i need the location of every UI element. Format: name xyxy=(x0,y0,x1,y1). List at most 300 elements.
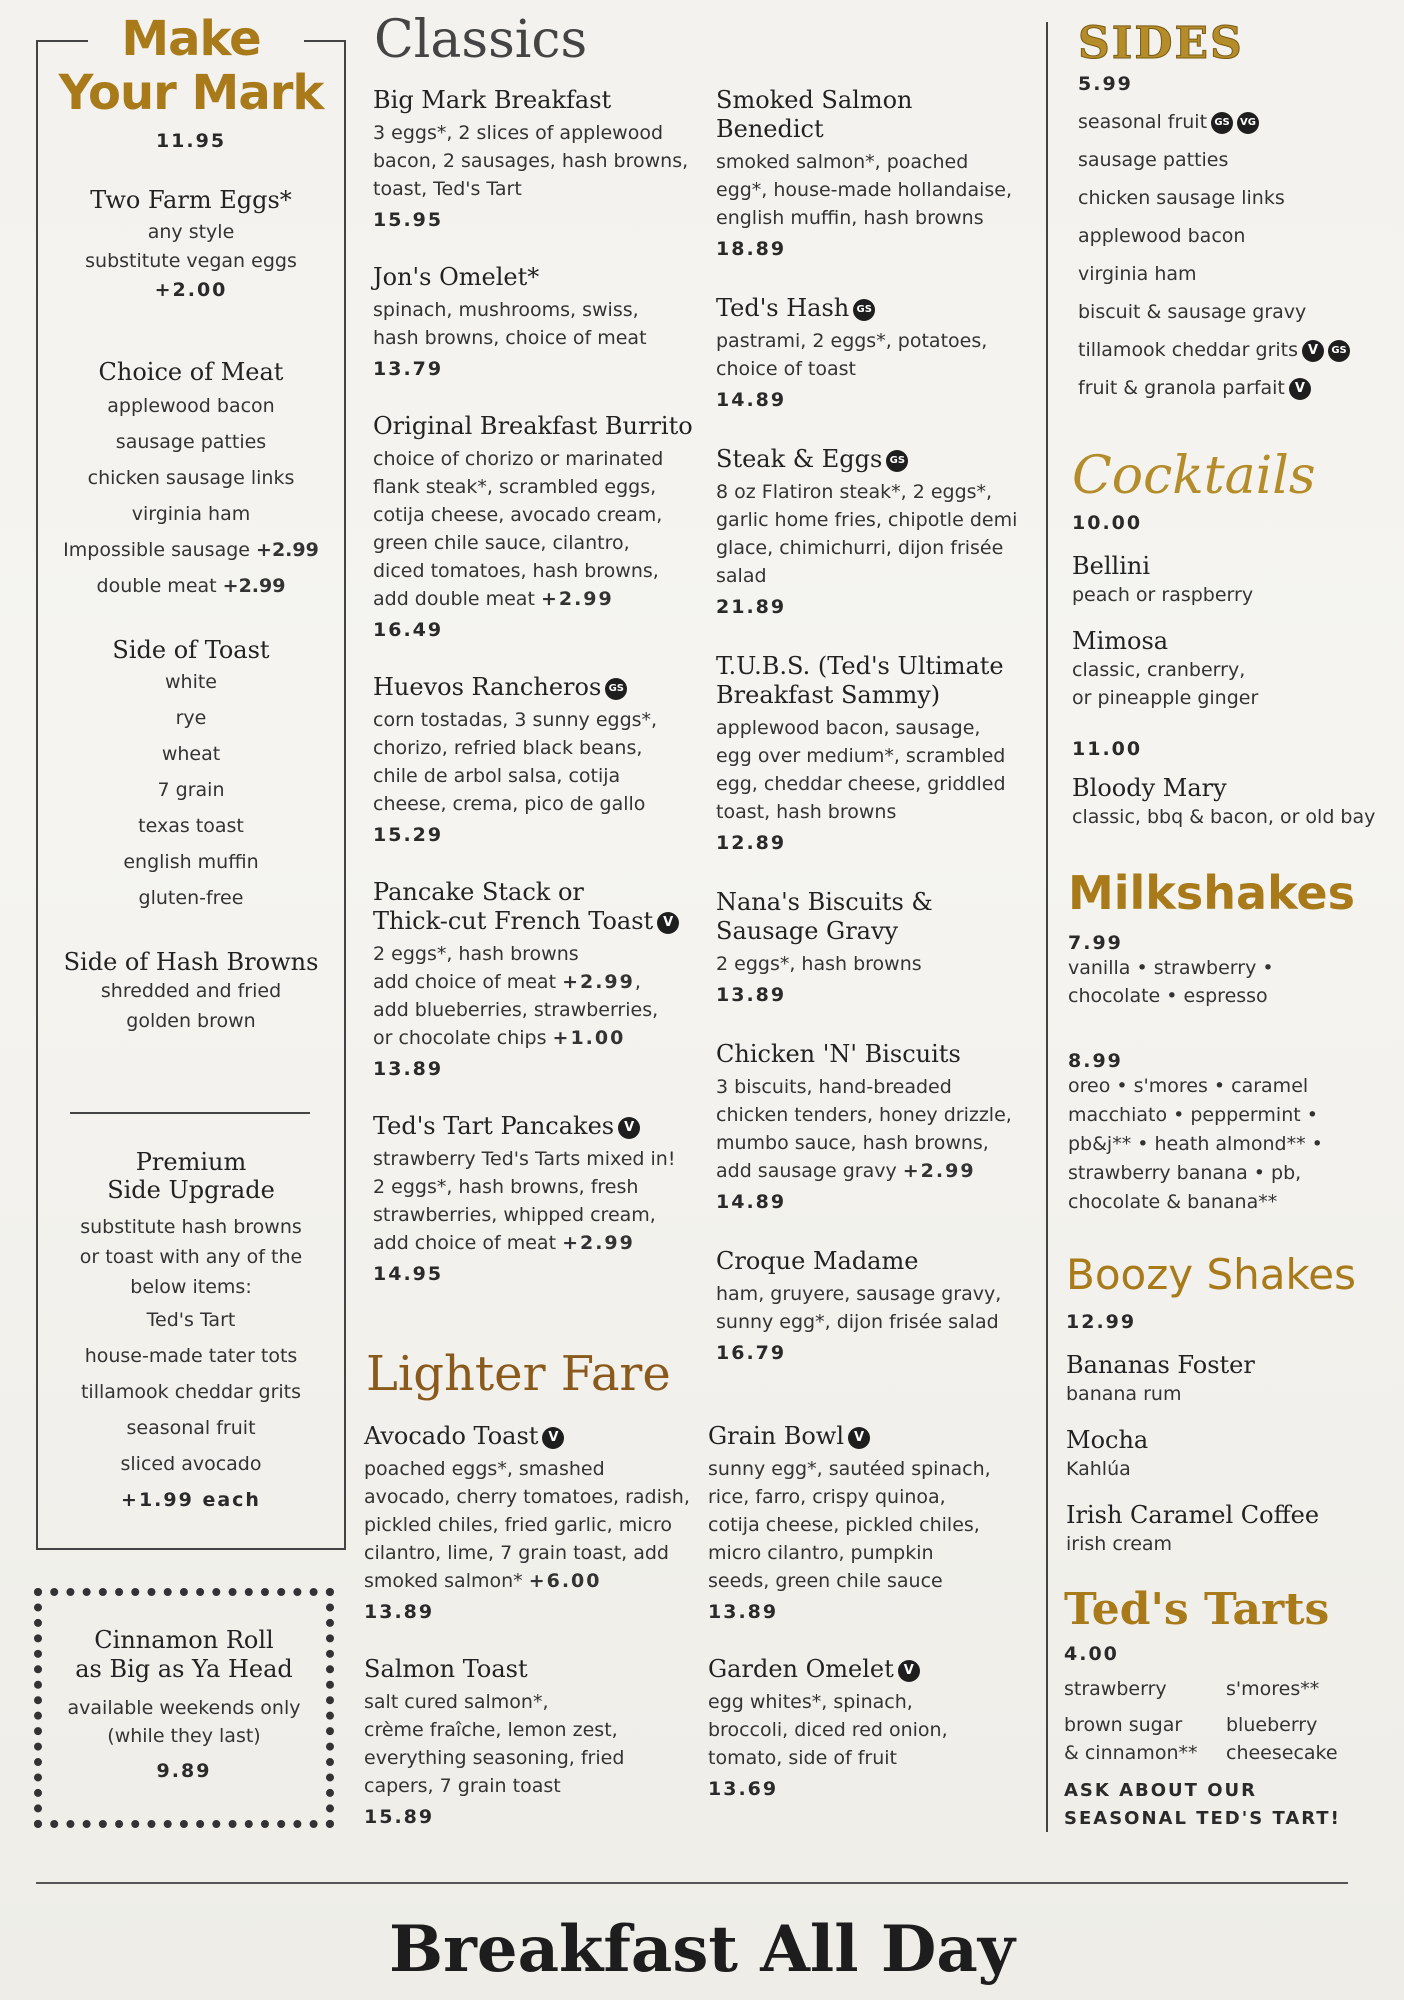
cinnamon-desc: (while they last) xyxy=(107,1725,261,1747)
milkshake-flavors: vanilla • strawberry • xyxy=(1068,957,1274,979)
cinnamon-desc: available weekends only xyxy=(67,1697,301,1719)
desc-line: sunny egg*, sautéed spinach, xyxy=(708,1458,991,1480)
boozy-list xyxy=(1066,1351,1386,1558)
impossible-price: +2.99 xyxy=(256,539,319,561)
side-item xyxy=(1078,293,1378,331)
milkshakes-price: 7.99 xyxy=(1068,932,1123,954)
breakfast-all-day-footer: Breakfast All Day xyxy=(389,1912,1015,1987)
toast-item: english muffin xyxy=(123,851,259,873)
vegetarian-badge-icon: V xyxy=(542,1427,564,1449)
upgrade-item: sliced avocado xyxy=(120,1453,262,1475)
tarts-note-line: SEASONAL TED'S TART! xyxy=(1064,1808,1341,1829)
cocktail-title: Mimosa xyxy=(1072,627,1169,655)
menu-item-title-text: Nana's Biscuits & xyxy=(716,888,933,916)
menu-item xyxy=(364,1655,704,1828)
vegetarian-badge-icon: V xyxy=(898,1660,920,1682)
desc-line: everything seasoning, fried xyxy=(364,1747,625,1769)
addon-price: +2.99 xyxy=(540,588,614,610)
side-item-label: seasonal fruit xyxy=(1078,111,1208,133)
desc-line: capers, 7 grain toast xyxy=(364,1775,561,1797)
meat-item: applewood bacon xyxy=(107,395,275,417)
impossible-line xyxy=(38,532,344,568)
menu-item-price: 15.29 xyxy=(373,824,444,846)
tart-flavor: blueberry xyxy=(1226,1714,1318,1736)
price: 11.95 xyxy=(155,130,227,152)
boozy-heading: Boozy Shakes xyxy=(1066,1250,1357,1299)
side-item-label: virginia ham xyxy=(1078,263,1197,285)
menu-item-desc xyxy=(716,950,1046,978)
tart-flavor: strawberry xyxy=(1064,1678,1167,1700)
side-item xyxy=(1078,255,1378,293)
menu-item xyxy=(708,1655,1048,1800)
milkshake-flavors: oreo • s'mores • caramel xyxy=(1068,1075,1309,1097)
meat-item: virginia ham xyxy=(131,503,251,525)
menu-item xyxy=(373,263,703,380)
menu-item xyxy=(716,1247,1046,1364)
upgrade-desc: below items: xyxy=(130,1276,252,1298)
vegan-price: +2.00 xyxy=(154,279,228,301)
side-item-label: applewood bacon xyxy=(1078,225,1246,247)
desc-line: add choice of meat +2.99 xyxy=(373,1232,635,1254)
cocktail-title: Bellini xyxy=(1072,552,1150,580)
desc-line: diced tomatoes, hash browns, xyxy=(373,560,659,582)
menu-item-desc xyxy=(716,327,1046,383)
side-item-label: fruit & granola parfait xyxy=(1078,377,1285,399)
vegetarian-badge-icon: V xyxy=(657,912,679,934)
desc-line: 2 eggs*, hash browns xyxy=(716,953,922,975)
desc-line: cotija cheese, pickled chiles, xyxy=(708,1514,980,1536)
meat-title: Choice of Meat xyxy=(98,358,284,386)
cinnamon-content xyxy=(42,1626,326,1782)
menu-item-title xyxy=(364,1655,704,1684)
menu-item-desc xyxy=(373,706,703,818)
menu-item xyxy=(716,888,1046,1006)
desc-line: applewood bacon, sausage, xyxy=(716,717,981,739)
menu-item-desc xyxy=(373,1145,703,1257)
desc-line: avocado, cherry tomatoes, radish, xyxy=(364,1486,690,1508)
desc-line: chorizo, refried black beans, xyxy=(373,737,643,759)
menu-item xyxy=(373,878,703,1080)
side-item xyxy=(1078,369,1378,407)
desc-line: 8 oz Flatiron steak*, 2 eggs*, xyxy=(716,481,993,503)
desc-line: pickled chiles, fried garlic, micro xyxy=(364,1514,672,1536)
menu-item-title-text: Steak & Eggs xyxy=(716,445,883,473)
menu-item-title-text: Huevos Rancheros xyxy=(373,673,602,701)
menu-item-desc xyxy=(364,1455,704,1595)
desc-line: strawberries, whipped cream, xyxy=(373,1204,656,1226)
desc-line: cilantro, lime, 7 grain toast, add xyxy=(364,1542,669,1564)
side-item xyxy=(1078,179,1378,217)
hash-title: Side of Hash Browns xyxy=(63,948,319,976)
upgrade-item: house-made tater tots xyxy=(84,1345,298,1367)
menu-item xyxy=(373,673,703,846)
gluten-sensitive-badge-icon: GS xyxy=(605,678,627,700)
desc-line: 2 eggs*, hash browns, fresh xyxy=(373,1176,639,1198)
vegetarian-badge-icon: V xyxy=(1289,378,1311,400)
desc-line: glace, chimichurri, dijon frisée xyxy=(716,537,1004,559)
menu-item-title-text: T.U.B.S. (Ted's Ultimate xyxy=(716,652,1004,680)
desc-line: bacon, 2 sausages, hash browns, xyxy=(373,150,689,172)
desc-line: egg, cheddar cheese, griddled xyxy=(716,773,1006,795)
desc-line: 3 biscuits, hand-breaded xyxy=(716,1076,952,1098)
heading-line: Make xyxy=(121,11,261,67)
milkshake-flavors: macchiato • peppermint • xyxy=(1068,1104,1318,1126)
toast-item: rye xyxy=(175,707,207,729)
menu-item-title xyxy=(716,115,1046,144)
upgrade-price: +1.99 each xyxy=(121,1489,261,1511)
menu-item-title xyxy=(373,1112,703,1141)
menu-item-title-text: Smoked Salmon xyxy=(716,86,913,114)
cocktails-heading: Cocktails xyxy=(1072,446,1316,506)
vegan-eggs: substitute vegan eggs xyxy=(85,250,297,272)
double-price: +2.99 xyxy=(222,575,286,597)
cocktail-desc: or pineapple ginger xyxy=(1072,687,1259,709)
lighter-fare-heading: Lighter Fare xyxy=(366,1346,671,1402)
menu-item-title xyxy=(373,878,703,907)
menu-item-title-text: Chicken 'N' Biscuits xyxy=(716,1040,961,1068)
cocktails-price: 11.00 xyxy=(1072,738,1143,760)
menu-item-title-text: Pancake Stack or xyxy=(373,878,584,906)
menu-item xyxy=(708,1422,1048,1623)
desc-line: add blueberries, strawberries, xyxy=(373,999,659,1021)
milkshakes-heading: Milkshakes xyxy=(1068,866,1356,920)
tart-flavor: & cinnamon** xyxy=(1064,1742,1198,1764)
vegetarian-badge-icon: V xyxy=(618,1117,640,1139)
tarts-note xyxy=(1064,1777,1384,1833)
teds-tarts-section xyxy=(1064,1584,1384,1833)
desc-line: pastrami, 2 eggs*, potatoes, xyxy=(716,330,988,352)
upgrade-item: Ted's Tart xyxy=(146,1309,236,1331)
desc-line: 2 eggs*, hash browns xyxy=(373,943,579,965)
classics-heading: Classics xyxy=(374,10,588,70)
desc-line: salad xyxy=(716,565,767,587)
vegetarian-badge-icon: V xyxy=(1302,340,1324,362)
menu-item-title xyxy=(373,907,703,936)
menu-item-desc xyxy=(716,1073,1046,1185)
boozy-desc: irish cream xyxy=(1066,1533,1173,1555)
side-item xyxy=(1078,217,1378,255)
toast-item: wheat xyxy=(161,743,221,765)
upgrade-item: tillamook cheddar grits xyxy=(80,1381,302,1403)
addon-price: +6.00 xyxy=(528,1570,602,1592)
menu-item-title xyxy=(708,1422,1048,1451)
meat-section xyxy=(38,358,344,604)
desc-line: add sausage gravy +2.99 xyxy=(716,1160,976,1182)
toast-item: texas toast xyxy=(138,815,244,837)
desc-line: egg whites*, spinach, xyxy=(708,1691,913,1713)
desc-line: tomato, side of fruit xyxy=(708,1747,897,1769)
desc-line: or chocolate chips +1.00 xyxy=(373,1027,626,1049)
menu-item-title xyxy=(716,1247,1046,1276)
menu-item-title-text: Avocado Toast xyxy=(364,1422,539,1450)
menu-item xyxy=(373,412,703,641)
desc-line: smoked salmon*, poached xyxy=(716,151,969,173)
upgrade-desc: or toast with any of the xyxy=(79,1246,303,1268)
menu-item-title-text: Sausage Gravy xyxy=(716,917,899,945)
milkshake-flavors: pb&j** • heath almond** • xyxy=(1068,1133,1323,1155)
impossible-label: Impossible sausage xyxy=(63,539,250,561)
menu-item-price: 13.89 xyxy=(373,1058,444,1080)
menu-item-title-text: Breakfast Sammy) xyxy=(716,681,941,709)
addon-price: +2.99 xyxy=(562,1232,635,1254)
boozy-shakes-section xyxy=(1066,1250,1386,1558)
menu-item-price: 14.95 xyxy=(373,1263,444,1285)
desc-line: cheese, crema, pico de gallo xyxy=(373,793,646,815)
desc-line: toast, hash browns xyxy=(716,801,897,823)
hash-section xyxy=(38,948,344,1036)
sides-list xyxy=(1078,103,1378,407)
menu-item-title xyxy=(373,412,703,441)
menu-item-title xyxy=(716,917,1046,946)
tarts-grid xyxy=(1064,1675,1384,1767)
desc-line: chicken tenders, honey drizzle, xyxy=(716,1104,1012,1126)
upgrade-item: seasonal fruit xyxy=(126,1417,256,1439)
menu-item-title xyxy=(364,1422,704,1451)
menu-item-desc xyxy=(364,1688,704,1800)
gluten-sensitive-badge-icon: GS xyxy=(886,450,908,472)
menu-item-title xyxy=(373,86,703,115)
menu-item-title-text: Garden Omelet xyxy=(708,1655,894,1683)
side-item-label: chicken sausage links xyxy=(1078,187,1285,209)
desc-line: crème fraîche, lemon zest, xyxy=(364,1719,618,1741)
boozy-title: Bananas Foster xyxy=(1066,1351,1255,1379)
addon-price: +2.99 xyxy=(562,971,635,993)
footer-rule xyxy=(36,1882,1348,1884)
desc-line: strawberry Ted's Tarts mixed in! xyxy=(373,1148,676,1170)
heading-line: Your Mark xyxy=(58,65,324,121)
menu-item-price: 12.89 xyxy=(716,832,787,854)
boozy-desc: banana rum xyxy=(1066,1383,1182,1405)
hash-desc: golden brown xyxy=(126,1010,256,1032)
desc-line: english muffin, hash browns xyxy=(716,207,984,229)
menu-item xyxy=(716,652,1046,854)
desc-line: green chile sauce, cilantro, xyxy=(373,532,630,554)
menu-item-desc xyxy=(373,119,703,203)
column-separator xyxy=(1046,22,1048,1832)
menu-item xyxy=(364,1422,704,1623)
menu-item-price: 16.79 xyxy=(716,1342,787,1364)
menu-item-title-text: Jon's Omelet* xyxy=(373,263,540,291)
menu-item-title-text: Original Breakfast Burrito xyxy=(373,412,693,440)
tarts-heading: Ted's Tarts xyxy=(1064,1584,1330,1635)
tarts-col xyxy=(1064,1675,1226,1767)
menu-item-title-text: Salmon Toast xyxy=(364,1655,528,1683)
menu-item-desc xyxy=(708,1455,1048,1595)
vegetarian-badge-icon: V xyxy=(848,1427,870,1449)
menu-item-price: 13.69 xyxy=(708,1778,779,1800)
gluten-sensitive-badge-icon: GS xyxy=(1328,340,1350,362)
cocktails-section xyxy=(1072,446,1392,831)
menu-item-desc xyxy=(716,148,1046,232)
desc-line: hash browns, choice of meat xyxy=(373,327,647,349)
menu-item-price: 13.79 xyxy=(373,358,444,380)
menu-item-price: 14.89 xyxy=(716,1191,787,1213)
boozy-price: 12.99 xyxy=(1066,1311,1137,1333)
menu-item-title xyxy=(373,673,703,702)
menu-item-price: 21.89 xyxy=(716,596,787,618)
addon-price: +1.00 xyxy=(552,1027,626,1049)
menu-item-title xyxy=(716,294,1046,323)
menu-item-title-text: Ted's Hash xyxy=(716,294,850,322)
desc-line: choice of toast xyxy=(716,358,856,380)
menu-item xyxy=(716,294,1046,411)
double-line xyxy=(38,568,344,604)
menu-item-title-text: Ted's Tart Pancakes xyxy=(373,1112,615,1140)
menu-item-price: 13.89 xyxy=(364,1601,435,1623)
desc-line: smoked salmon* +6.00 xyxy=(364,1570,602,1592)
desc-line: add choice of meat +2.99, xyxy=(373,971,641,993)
milkshake-flavors: strawberry banana • pb, xyxy=(1068,1162,1302,1184)
desc-line: egg*, house-made hollandaise, xyxy=(716,179,1013,201)
desc-line: rice, farro, crispy quinoa, xyxy=(708,1486,946,1508)
menu-item-desc xyxy=(373,940,703,1052)
side-item-label: tillamook cheddar grits xyxy=(1078,339,1299,361)
sides-section xyxy=(1078,18,1378,407)
make-your-mark-heading xyxy=(38,12,344,120)
menu-item-price: 18.89 xyxy=(716,238,787,260)
desc-line: choice of chorizo or marinated xyxy=(373,448,664,470)
desc-line: flank steak*, scrambled eggs, xyxy=(373,476,657,498)
menu-item-title-text: Big Mark Breakfast xyxy=(373,86,612,114)
cocktail-desc: classic, bbq & bacon, or old bay xyxy=(1072,806,1376,828)
tarts-col xyxy=(1226,1675,1338,1767)
cinnamon-roll-box xyxy=(34,1588,334,1828)
desc-line: salt cured salmon*, xyxy=(364,1691,549,1713)
menu-item-title xyxy=(716,86,1046,115)
cocktails-price: 10.00 xyxy=(1072,512,1143,534)
meat-item: sausage patties xyxy=(115,431,267,453)
menu-item xyxy=(716,86,1046,260)
toast-section xyxy=(38,636,344,916)
cocktail-title: Bloody Mary xyxy=(1072,774,1227,802)
menu-item-title-text: Grain Bowl xyxy=(708,1422,845,1450)
desc-line: cotija cheese, avocado cream, xyxy=(373,504,663,526)
side-item-label: biscuit & sausage gravy xyxy=(1078,301,1307,323)
menu-item-title xyxy=(708,1655,1048,1684)
desc-line: garlic home fries, chipotle demi xyxy=(716,509,1018,531)
desc-line: seeds, green chile sauce xyxy=(708,1570,943,1592)
toast-title: Side of Toast xyxy=(112,636,270,664)
cocktail-desc: peach or raspberry xyxy=(1072,584,1254,606)
section-divider xyxy=(70,1112,310,1114)
menu-item xyxy=(373,86,703,231)
tarts-note-line: ASK ABOUT OUR xyxy=(1064,1780,1258,1801)
desc-line: chile de arbol salsa, cotija xyxy=(373,765,621,787)
desc-line: toast, Ted's Tart xyxy=(373,178,522,200)
desc-line: mumbo sauce, hash browns, xyxy=(716,1132,989,1154)
menu-item-desc xyxy=(716,1280,1046,1336)
milkshakes-section xyxy=(1068,866,1388,1217)
eggs-style: any style xyxy=(147,221,235,243)
desc-line: 3 eggs*, 2 slices of applewood xyxy=(373,122,664,144)
tarts-price: 4.00 xyxy=(1064,1643,1119,1665)
side-item-label: sausage patties xyxy=(1078,149,1229,171)
milkshake-flavors: chocolate • espresso xyxy=(1068,985,1268,1007)
desc-line: add double meat +2.99 xyxy=(373,588,614,610)
cinnamon-title: Cinnamon Roll xyxy=(94,1626,274,1654)
gluten-sensitive-badge-icon: GS xyxy=(853,299,875,321)
menu-item-price: 13.89 xyxy=(716,984,787,1006)
meat-item: chicken sausage links xyxy=(87,467,295,489)
sides-heading: SIDES xyxy=(1078,18,1244,69)
hash-desc: shredded and fried xyxy=(100,980,282,1002)
upgrade-section xyxy=(38,1148,344,1518)
menu-item-desc xyxy=(373,445,703,613)
menu-item-price: 14.89 xyxy=(716,389,787,411)
menu-item-title xyxy=(373,263,703,292)
menu-item xyxy=(716,1040,1046,1213)
desc-line: broccoli, diced red onion, xyxy=(708,1719,948,1741)
boozy-title: Irish Caramel Coffee xyxy=(1066,1501,1320,1529)
vegan-badge-icon: VG xyxy=(1237,112,1259,134)
toast-item: gluten-free xyxy=(138,887,244,909)
menu-item xyxy=(716,445,1046,618)
make-your-mark-box xyxy=(36,11,346,1550)
menu-item-title-text: Croque Madame xyxy=(716,1247,919,1275)
upgrade-title: Side Upgrade xyxy=(107,1176,275,1204)
menu-item-desc xyxy=(373,296,703,352)
menu-item-title xyxy=(716,888,1046,917)
cinnamon-price: 9.89 xyxy=(156,1760,212,1782)
menu-item-title xyxy=(716,1040,1046,1069)
tart-flavor: cheesecake xyxy=(1226,1742,1338,1764)
cinnamon-title: as Big as Ya Head xyxy=(75,1655,293,1683)
desc-line: corn tostadas, 3 sunny eggs*, xyxy=(373,709,658,731)
milkshake-flavors: chocolate & banana** xyxy=(1068,1191,1278,1213)
menu-item-title-text: Thick-cut French Toast xyxy=(373,907,654,935)
menu-item xyxy=(373,1112,703,1285)
eggs-title: Two Farm Eggs* xyxy=(90,186,292,214)
desc-line: sunny egg*, dijon frisée salad xyxy=(716,1311,999,1333)
menu-item-price: 13.89 xyxy=(708,1601,779,1623)
desc-line: poached eggs*, smashed xyxy=(364,1458,605,1480)
eggs-section xyxy=(38,186,344,308)
toast-item: white xyxy=(165,671,217,693)
upgrade-desc: substitute hash browns xyxy=(80,1216,302,1238)
double-label: double meat xyxy=(96,575,217,597)
toast-item: 7 grain xyxy=(157,779,225,801)
desc-line: egg over medium*, scrambled xyxy=(716,745,1006,767)
milkshakes-price: 8.99 xyxy=(1068,1050,1123,1072)
menu-item-price: 15.95 xyxy=(373,209,444,231)
desc-line: micro cilantro, pumpkin xyxy=(708,1542,934,1564)
menu-item-price: 16.49 xyxy=(373,619,444,641)
menu-item-desc xyxy=(708,1688,1048,1772)
menu-item-title xyxy=(716,445,1046,474)
boozy-title: Mocha xyxy=(1066,1426,1149,1454)
mym-price xyxy=(38,130,344,152)
menu-item-title xyxy=(716,681,1046,710)
side-item xyxy=(1078,141,1378,179)
tart-flavor: brown sugar xyxy=(1064,1714,1183,1736)
tart-flavor: s'mores** xyxy=(1226,1678,1320,1700)
boozy-desc: Kahlúa xyxy=(1066,1458,1131,1480)
menu-item-title-text: Benedict xyxy=(716,115,824,143)
addon-price: +2.99 xyxy=(902,1160,976,1182)
sides-price: 5.99 xyxy=(1078,73,1133,95)
gluten-sensitive-badge-icon: GS xyxy=(1211,112,1233,134)
menu-item-price: 15.89 xyxy=(364,1806,435,1828)
cocktail-desc: classic, cranberry, xyxy=(1072,659,1246,681)
upgrade-title: Premium xyxy=(135,1148,247,1176)
menu-item-title xyxy=(716,652,1046,681)
side-item xyxy=(1078,331,1378,369)
desc-line: ham, gruyere, sausage gravy, xyxy=(716,1283,1002,1305)
menu-item-desc xyxy=(716,714,1046,826)
desc-line: spinach, mushrooms, swiss, xyxy=(373,299,639,321)
side-item xyxy=(1078,103,1378,141)
menu-item-desc xyxy=(716,478,1046,590)
